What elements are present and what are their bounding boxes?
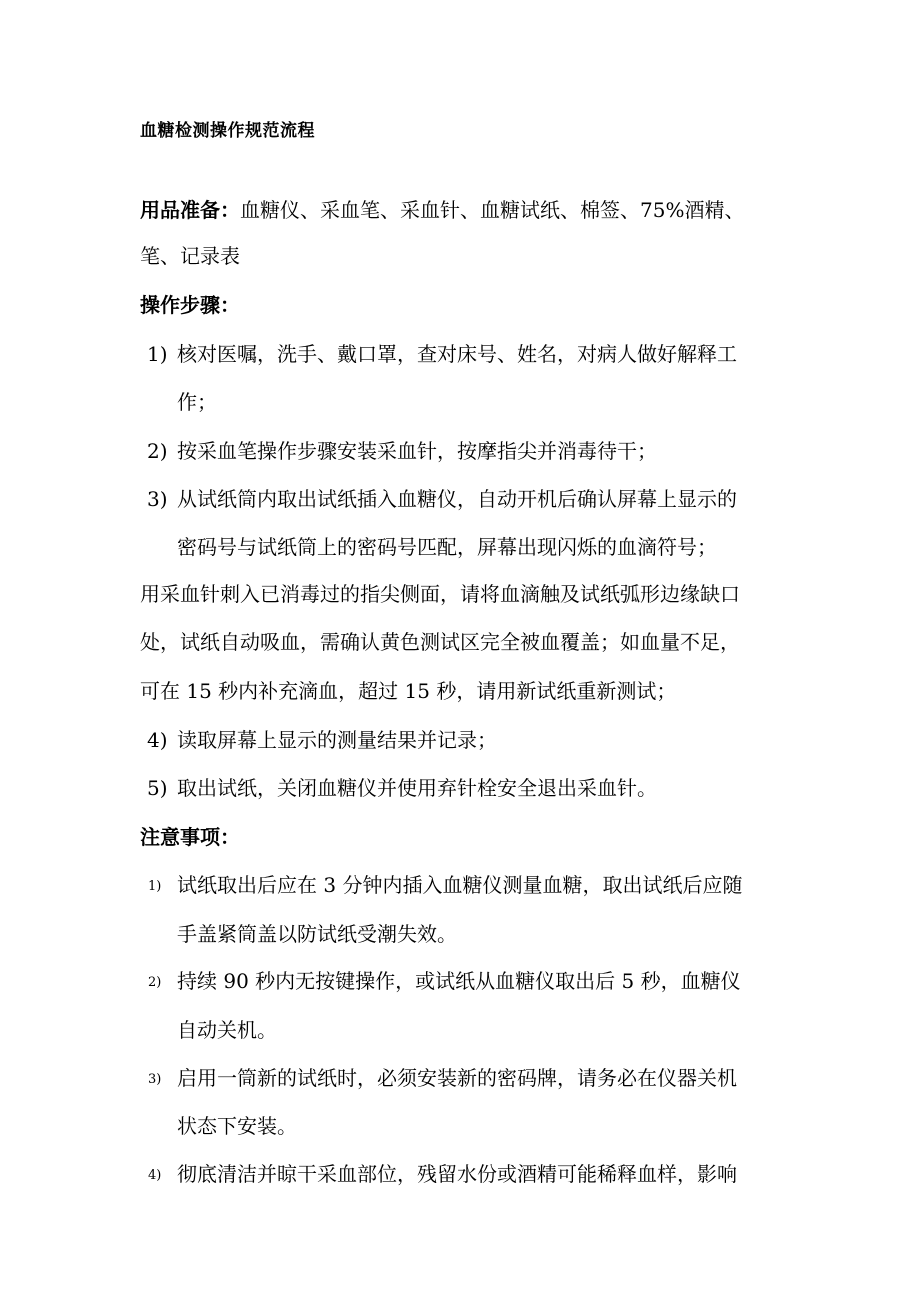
step-paragraph-line-3: 可在 15 秒内补充滴血，超过 15 秒，请用新试纸重新测试； bbox=[140, 679, 677, 703]
note-1-number: 1) bbox=[148, 879, 162, 894]
step-3-number: 3) bbox=[147, 487, 168, 511]
note-2-line-2: 自动关机。 bbox=[177, 1018, 277, 1042]
note-3-line-2: 状态下安装。 bbox=[177, 1114, 297, 1138]
step-4-number: 4) bbox=[147, 728, 168, 752]
step-1-text-1: 核对医嘱，洗手、戴口罩，查对床号、姓名，对病人做好解释工 bbox=[177, 342, 737, 366]
note-4-line-1: 彻底清洁并晾干采血部位，残留水份或酒精可能稀释血样，影响 bbox=[177, 1162, 737, 1186]
document-title: 血糖检测操作规范流程 bbox=[140, 121, 315, 141]
step-3-text-1: 从试纸筒内取出试纸插入血糖仪，自动开机后确认屏幕上显示的 bbox=[177, 487, 737, 511]
note-4-number: 4) bbox=[148, 1168, 162, 1183]
note-2-number: 2) bbox=[148, 975, 162, 990]
step-5-line-1 bbox=[147, 774, 657, 802]
step-5-text-1: 取出试纸，关闭血糖仪并使用弃针栓安全退出采血针。 bbox=[177, 776, 657, 800]
note-3-line-1: 启用一筒新的试纸时，必须安装新的密码牌，请务必在仪器关机 bbox=[177, 1066, 737, 1090]
step-3-line-1 bbox=[147, 485, 737, 513]
note-2-line-1: 持续 90 秒内无按键操作，或试纸从血糖仪取出后 5 秒，血糖仪 bbox=[177, 969, 741, 993]
supplies-text-1: 血糖仪、采血笔、采血针、血糖试纸、棉签、75%酒精、 bbox=[240, 198, 745, 222]
step-paragraph-line-1: 用采血针刺入已消毒过的指尖侧面，请将血滴触及试纸弧形边缘缺口 bbox=[140, 582, 740, 606]
step-1-line-2: 作； bbox=[177, 390, 217, 414]
supplies-line-1 bbox=[140, 196, 744, 224]
step-2-number: 2) bbox=[147, 439, 168, 463]
step-paragraph-line-2: 处，试纸自动吸血，需确认黄色测试区完全被血覆盖；如血量不足， bbox=[140, 630, 740, 654]
note-1-line-2: 手盖紧筒盖以防试纸受潮失效。 bbox=[177, 922, 457, 946]
notes-heading: 注意事项： bbox=[140, 825, 240, 849]
step-5-number: 5) bbox=[147, 776, 168, 800]
note-3-number: 3) bbox=[148, 1072, 162, 1087]
step-1-line-1 bbox=[147, 340, 737, 368]
step-3-line-2: 密码号与试纸筒上的密码号匹配，屏幕出现闪烁的血滴符号； bbox=[177, 535, 717, 559]
step-1-number: 1) bbox=[147, 342, 168, 366]
supplies-label: 用品准备： bbox=[140, 198, 240, 222]
step-4-line-1 bbox=[147, 726, 497, 754]
steps-heading: 操作步骤： bbox=[140, 293, 240, 317]
step-2-text-1: 按采血笔操作步骤安装采血针，按摩指尖并消毒待干； bbox=[177, 439, 657, 463]
step-4-text-1: 读取屏幕上显示的测量结果并记录； bbox=[177, 728, 497, 752]
step-2-line-1 bbox=[147, 437, 657, 465]
note-1-line-1: 试纸取出后应在 3 分钟内插入血糖仪测量血糖，取出试纸后应随 bbox=[177, 873, 743, 897]
supplies-line-2: 笔、记录表 bbox=[140, 244, 240, 268]
